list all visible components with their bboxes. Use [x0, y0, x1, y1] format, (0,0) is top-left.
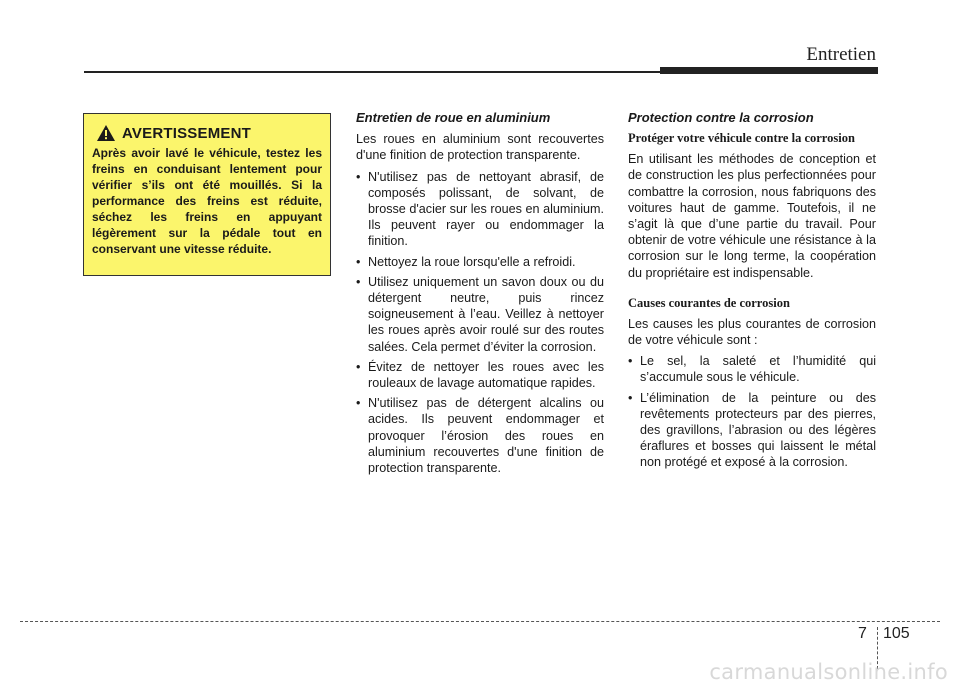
list-item: • Utilisez uniquement un savon doux ou du détergent neutre, puis rincez soigneusement à l’eau. Veillez à nettoyer les roues après avoir roulé sur des routes salées. Cela permet d’éviter la corrosion.: [356, 274, 604, 355]
list-item: • Le sel, la saleté et l’humidité qui s’accumule sous le véhicule.: [628, 353, 876, 385]
aluminium-section: [356, 110, 604, 480]
aluminium-bullet-list: [356, 169, 604, 477]
page-header-title: Entretien: [806, 44, 876, 65]
corrosion-paragraph: En utilisant les méthodes de conception et de construction les plus perfectionnées pour combattre la corrosion, nous fabriquons des voitures haut de gamme. Toutefois, il ne s’agit là que d’une partie du travail. Pour obtenir de votre véhicule une résistance à la corrosion sur le long terme, la coopération du propriétaire est indispensable.: [628, 152, 876, 280]
aluminium-heading: Entretien de roue en aluminium: [356, 110, 551, 125]
list-item: • Nettoyez la roue lorsqu'elle a refroidi.: [356, 254, 604, 270]
corrosion-heading: Protection contre la corrosion: [628, 110, 814, 125]
header-rule-thick: [660, 67, 878, 74]
corrosion-subheading-causes: Causes courantes de corrosion: [628, 295, 790, 310]
aluminium-intro: Les roues en aluminium sont recouvertes d'une finition de protection transparente.: [356, 132, 604, 163]
page-number: 105: [883, 625, 910, 642]
chapter-number: 7: [858, 625, 867, 642]
footer-rule: [20, 621, 940, 622]
warning-header: [96, 124, 322, 142]
watermark: carmanualsonline.info: [709, 660, 948, 684]
corrosion-causes-intro: Les causes les plus courantes de corrosion de votre véhicule sont :: [628, 316, 876, 348]
spacer: [628, 286, 876, 296]
warning-title: AVERTISSEMENT: [122, 124, 252, 142]
warning-triangle-icon: [96, 124, 116, 142]
warning-text: Après avoir lavé le véhicule, testez les freins en conduisant lentement pour vérifier s’ils ont été mouillés. Si la performance des freins est réduite, séchez les freins en appuyant légèrement sur la pédale tout en conservant une vitesse réduite.: [92, 146, 322, 256]
list-item: • N'utilisez pas de nettoyant abrasif, de composés polissant, de solvant, de brosse d'acier sur les roues en aluminium. Ils peuvent rayer ou endommager la finition.: [356, 169, 604, 250]
warning-box: [83, 113, 331, 276]
corrosion-section: [628, 110, 876, 475]
list-item: • N'utilisez pas de détergent alcalins ou acides. Ils peuvent endommager et provoquer l’érosion des roues en aluminium recouvertes d'une finition de protection transparente.: [356, 395, 604, 476]
list-item: • L’élimination de la peinture ou des revêtements protecteurs par des pierres, des gravillons, l’abrasion ou des légères éraflures et bosses qui laissent le métal non protégé et exposé à la corrosion.: [628, 390, 876, 471]
corrosion-subheading-protect: Protéger votre véhicule contre la corrosion: [628, 131, 855, 146]
corrosion-bullet-list: [628, 353, 876, 470]
header-rule-thin: [84, 71, 664, 73]
list-item: • Évitez de nettoyer les roues avec les rouleaux de lavage automatique rapides.: [356, 359, 604, 391]
